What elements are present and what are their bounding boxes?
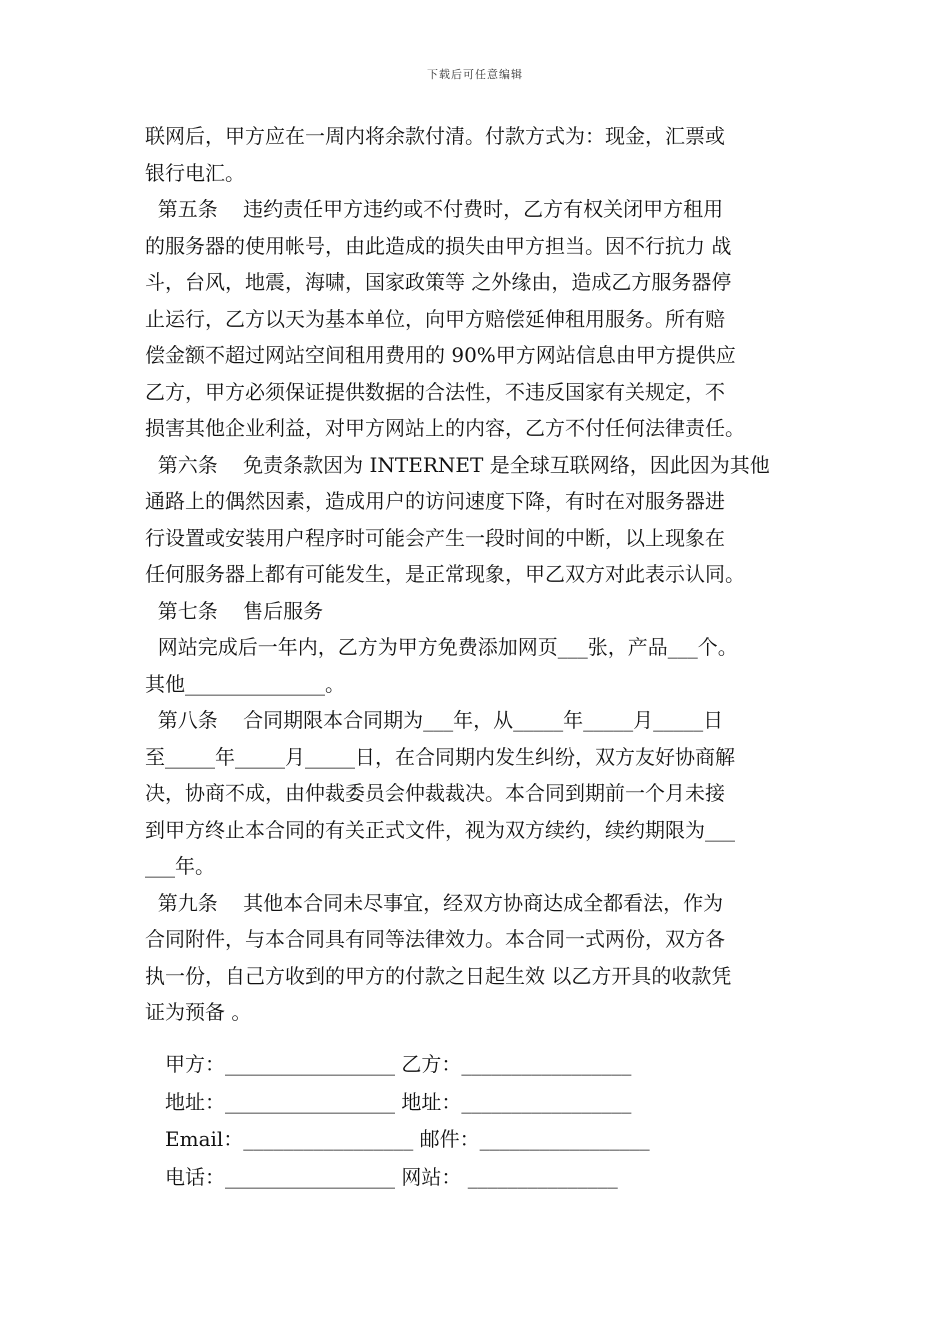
clause-9-heading: 第九条 其他本合同未尽事宜，经双方协商达成全都看法，作为 [145, 890, 724, 915]
text-line: 其他______________。 [145, 671, 345, 696]
clause-7-heading: 第七条 售后服务 [145, 598, 324, 623]
text-line: 至_____年_____月_____日，在合同期内发生纠纷，双方友好协商解 [145, 744, 735, 769]
text-line: 斗，台风，地震，海啸，国家政策等 之外缘由，造成乙方服务器停 [145, 270, 732, 294]
clause-6-heading: 第六条 免责条款因为 INTERNET 是全球互联网络，因此因为其他 [145, 452, 770, 477]
text-line: 到甲方终止本合同的有关正式文件，视为双方续约，续约期限为___ [145, 817, 735, 842]
text-line: 网站完成后一年内，乙方为甲方免费添加网页___张，产品___个。 [145, 635, 738, 659]
text-line: 决，协商不成，由仲裁委员会仲裁裁决。本合同到期前一个月未接 [145, 781, 725, 805]
text-line: 乙方，甲方必须保证提供数据的合法性，不违反国家有关规定，不 [145, 379, 725, 404]
text-line: 任何服务器上都有可能发生，是正常现象，甲乙双方对此表示认同。 [145, 562, 745, 586]
address-line: 地址：_________________ 地址：_________________ [165, 1089, 632, 1114]
contract-body [145, 118, 825, 1031]
text-line: 行设置或安装用户程序时可能会产生一段时间的中断，以上现象在 [145, 525, 725, 550]
text-line: 通路上的偶然因素，造成用户的访问速度下降，有时在对服务器进 [145, 489, 725, 513]
party-line: 甲方：_________________ 乙方：_________________ [165, 1052, 632, 1076]
clause-5-heading: 第五条 违约责任甲方违约或不付费时，乙方有权关闭甲方租用 [145, 197, 724, 221]
text-line: 银行电汇。 [145, 160, 245, 185]
text-line: ___年。 [145, 854, 215, 878]
email-line: Email：_________________ 邮件：_________________ [165, 1127, 650, 1151]
text-line: 执一份，自己方收到的甲方的付款之日起生效 以乙方开具的收款凭 [145, 963, 732, 988]
text-line: 的服务器的使用帐号，由此造成的损失由甲方担当。因不行抗力 战 [145, 233, 732, 258]
text-line: 证为预备 。 [145, 1000, 252, 1024]
text-line: 止运行，乙方以天为基本单位，向甲方赔偿延伸租用服务。所有赔 [145, 306, 725, 331]
text-line: 偿金额不超过网站空间租用费用的 90%甲方网站信息由甲方提供应 [145, 343, 736, 367]
text-line: 联网后，甲方应在一周内将余款付清。付款方式为：现金，汇票或 [145, 124, 725, 148]
clause-8-heading: 第八条 合同期限本合同期为___年，从_____年_____月_____日 [145, 708, 724, 732]
text-line: 损害其他企业利益，对甲方网站上的内容，乙方不付任何法律责任。 [145, 416, 745, 440]
text-line: 合同附件，与本合同具有同等法律效力。本合同一式两份，双方各 [145, 927, 725, 951]
signature-block [165, 1046, 650, 1196]
phone-line: 电话：_________________ 网站： _______________ [165, 1164, 618, 1189]
page-header: 下载后可任意编辑 [427, 68, 523, 81]
